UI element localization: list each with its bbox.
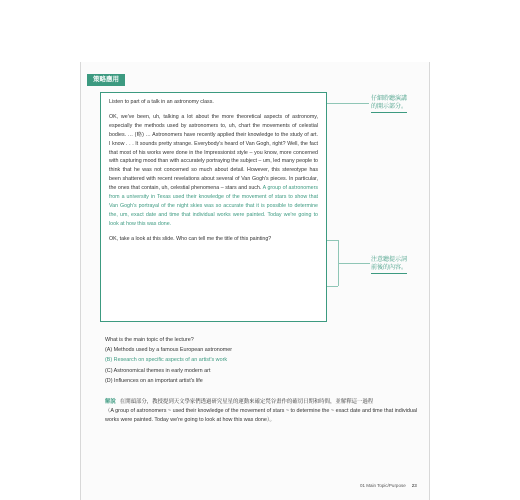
page-footer (360, 483, 417, 488)
explanation (105, 398, 420, 425)
note2-bracket-top (327, 240, 338, 241)
question-stem: What is the main topic of the lecture? (105, 337, 194, 343)
option-c: (C) Astronomical themes in early modern art (105, 367, 211, 374)
note2-bracket-bottom (327, 286, 338, 287)
question-block (105, 335, 415, 386)
strategy-tag: 策略應用 (87, 74, 125, 86)
transcript-body-text: OK, we've been, uh, talking a lot about the more theoretical aspects of astronomy, especially the methods used by astronomers to, uh, chart the movements of celestial bodies. … (略) … Astronomers have recently applied their knowledge to the study of art. I know . . . It sounds pretty strange. Everybody's heard of Van Gogh, right? Well, the fact that most of his works were done in the Impressionist style – you know, more concerned with capturing mood than with accurately portraying the subject – um, led many people to think that he was not concerned so much about detail. However, this stereotype has been shattered with recent revelations about several of Van Gogh's pieces. In particular, the ones that contain, uh, celestial phenomena – stars and such. (109, 113, 318, 192)
transcript-box (100, 92, 327, 322)
transcript-highlight: A group of astronomers from a university in Texas used their knowledge of the movement of stars to show that Van Gogh's portrayal of the night skies was so accurate that it is possible to determine the, um, exact date and time that individual works were painted. Today we're going to look at how this was done. (109, 185, 318, 227)
side-note-opening: 仔細聆聽演講 的開示部分。 (371, 95, 407, 113)
transcript-closing: OK, take a look at this slide. Who can tell me the title of this painting? (109, 235, 272, 242)
explanation-en: （A group of astronomers ~ used their knowledge of the movement of stars ~ to determine the ~ exact date and time that individual works were painted. Today we're going to look at how this was done）。 (105, 408, 418, 423)
option-a: (A) Methods used by a famous European astronomer (105, 347, 233, 354)
explanation-cn: 在開頭部分，教授提到天文學家們透過研究星星的運動來確定梵谷畫作的確切日期和時間，並解釋這一過程 (119, 399, 374, 405)
footer-section: 01 Main Topic/Purpose (360, 483, 406, 488)
note2-connector (338, 263, 370, 264)
explanation-label: 解說 (105, 399, 116, 405)
option-b-correct: (B) Research on specific aspects of an artist's work (105, 357, 228, 364)
note1-connector (327, 103, 369, 104)
transcript-body (109, 113, 318, 229)
page-number: 23 (411, 483, 417, 488)
transcript-intro: Listen to part of a talk in an astronomy class. (109, 99, 214, 105)
side-note-signal-words: 注意聽提示詞 前後的內容。 (371, 256, 407, 274)
option-d: (D) Influences on an important artist's life (105, 377, 203, 384)
